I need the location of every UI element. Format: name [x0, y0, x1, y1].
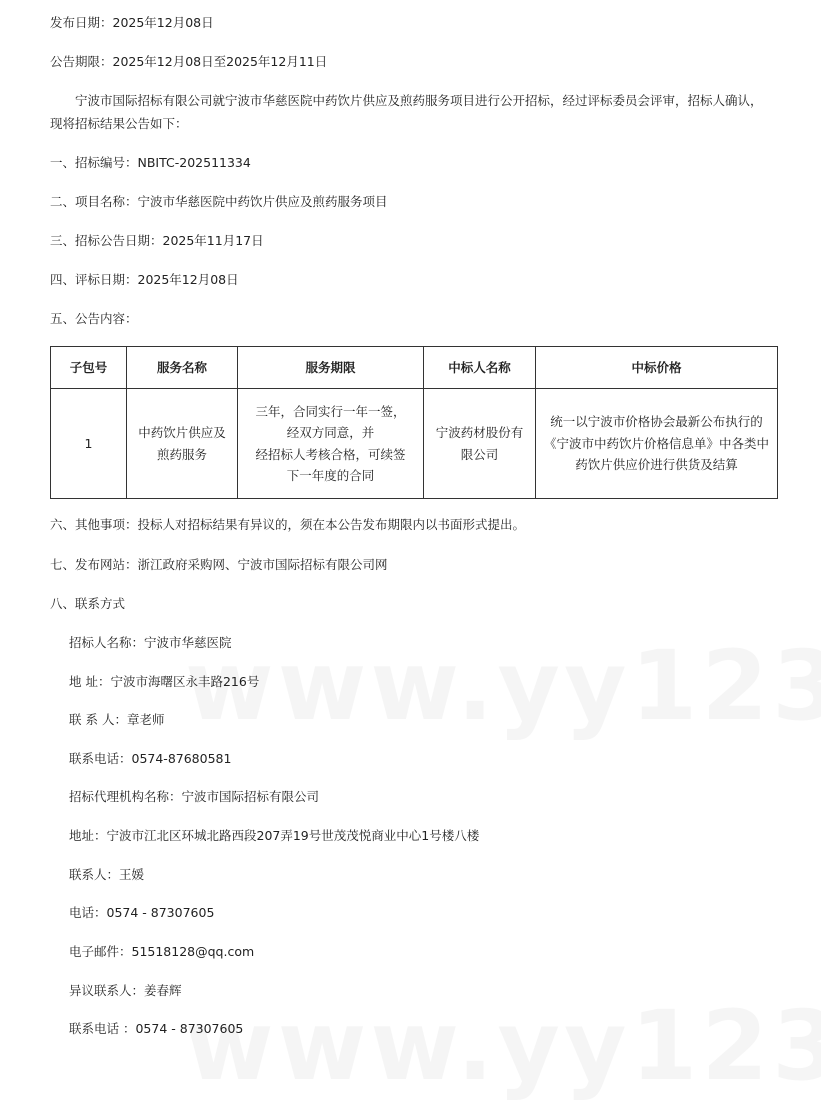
watermark	[185, 990, 821, 1102]
objection-contact: 异议联系人：姜春辉	[69, 983, 182, 998]
cell-line: 限公司	[460, 446, 499, 462]
objection-phone: 联系电话 ：0574 - 87307605	[69, 1021, 244, 1036]
cell-line: 药饮片供应价进行供货及结算	[575, 457, 738, 473]
cell-line: 统一以宁波市价格协会最新公布执行的	[550, 414, 763, 430]
header-winning-price: 中标价格	[536, 347, 778, 389]
cell-line: 下一年度的合同	[286, 468, 375, 483]
header-package-no: 子包号	[51, 347, 127, 389]
bid-number: 一、招标编号：NBITC-202511334	[50, 155, 251, 170]
tenderer-address: 地 址：宁波市海曙区永丰路216号	[69, 674, 260, 689]
notice-period: 公告期限：2025年12月08日至2025年12月11日	[50, 54, 328, 69]
cell-service-period	[238, 389, 424, 499]
agency-contact-person: 联系人：王媛	[69, 867, 145, 882]
evaluation-date: 四、评标日期：2025年12月08日	[50, 272, 239, 287]
header-service-period: 服务期限	[238, 347, 424, 389]
cell-line: 经招标人考核合格，可续签	[255, 446, 406, 462]
agency-name: 招标代理机构名称：宁波市国际招标有限公司	[69, 789, 320, 804]
header-service-name: 服务名称	[127, 347, 238, 389]
cell-line: 中药饮片供应及	[138, 425, 226, 440]
cell-package-no: 1	[51, 389, 127, 499]
publish-date: 发布日期：2025年12月08日	[50, 15, 214, 30]
agency-phone: 电话：0574 - 87307605	[69, 905, 215, 920]
content-label: 五、公告内容：	[50, 311, 138, 326]
cell-winning-price	[536, 389, 778, 499]
cell-winner-name	[424, 389, 536, 499]
cell-line: 三年，合同实行一年一签，	[255, 403, 406, 419]
table-row	[51, 389, 778, 499]
cell-line: 宁波药材股份有	[435, 425, 524, 440]
table-header-row	[51, 347, 778, 389]
cell-service-name	[127, 389, 238, 499]
other-matters: 六、其他事项：投标人对招标结果有异议的，须在本公告发布期限内以书面形式提出。	[50, 517, 526, 532]
contact-label: 八、联系方式	[50, 596, 126, 611]
project-name: 二、项目名称：宁波市华慈医院中药饮片供应及煎药服务项目	[50, 194, 388, 209]
publish-website: 七、发布网站：浙江政府采购网、宁波市国际招标有限公司网	[50, 557, 388, 572]
intro-paragraph: 宁波市国际招标有限公司就宁波市华慈医院中药饮片供应及煎药服务项目进行公开招标，经过评标委员会评审，招标人确认，现将招标结果公告如下：	[50, 93, 763, 131]
tenderer-phone: 联系电话：0574-87680581	[69, 751, 232, 766]
cell-line: 《宁波市中药饮片价格信息单》中各类中	[543, 435, 769, 451]
tenderer-contact-person: 联 系 人：章老师	[69, 712, 165, 727]
tenderer-name: 招标人名称：宁波市华慈医院	[69, 635, 232, 650]
notice-date: 三、招标公告日期：2025年11月17日	[50, 233, 264, 248]
cell-line: 经双方同意，并	[286, 425, 375, 440]
agency-email: 电子邮件：51518128@qq.com	[69, 944, 255, 959]
cell-line: 煎药服务	[156, 446, 207, 462]
watermark	[185, 630, 821, 742]
header-winner-name: 中标人名称	[424, 347, 536, 389]
agency-address: 地址：宁波市江北区环城北路西段207弄19号世茂茂悦商业中心1号楼八楼	[69, 828, 480, 843]
result-table	[50, 346, 778, 499]
